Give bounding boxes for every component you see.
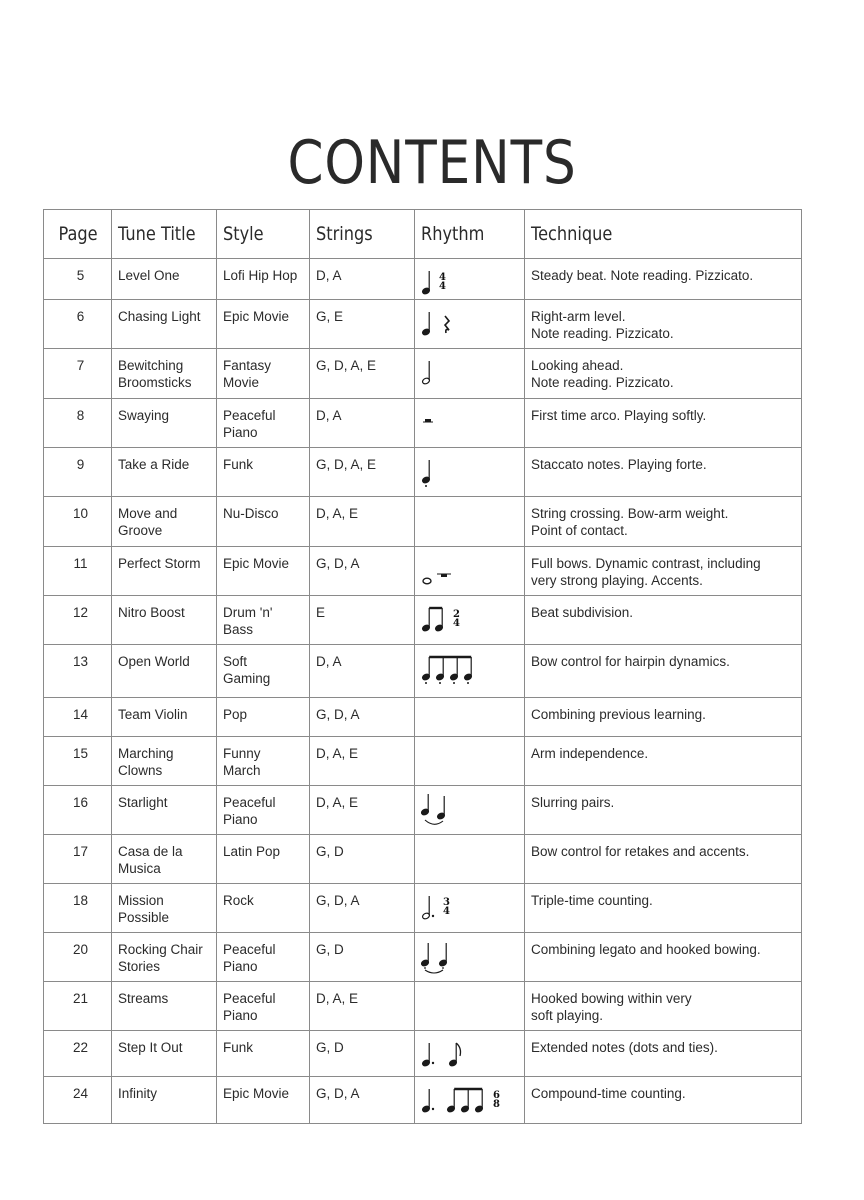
cell-strings xyxy=(310,645,415,698)
tune-strings: G, D xyxy=(316,942,344,957)
cell-style xyxy=(217,1031,310,1077)
contents-table xyxy=(43,209,802,1124)
rhythm-notation xyxy=(421,1031,524,1069)
rhythm-notation xyxy=(421,884,524,922)
cell-tune-title xyxy=(112,1031,217,1077)
dotted-crotchet-and-three-quavers-icon xyxy=(421,1085,489,1115)
tune-technique: Hooked bowing within very soft playing. xyxy=(531,991,692,1023)
tune-technique: Triple-time counting. xyxy=(531,893,653,908)
tune-technique: Combining previous learning. xyxy=(531,707,706,722)
tune-title: Casa de la Musica xyxy=(118,844,183,876)
semibreve-and-rest-icon xyxy=(421,555,461,589)
cell-rhythm xyxy=(415,1077,525,1124)
hooked-pair-icon xyxy=(421,941,453,977)
cell-technique xyxy=(525,835,802,884)
tune-title: Swaying xyxy=(118,408,170,423)
cell-rhythm xyxy=(415,300,525,349)
cell-style xyxy=(217,786,310,835)
table-row xyxy=(44,497,802,547)
cell-tune-title xyxy=(112,596,217,645)
cell-tune-title xyxy=(112,982,217,1031)
cell-technique xyxy=(525,259,802,300)
tune-strings: D, A xyxy=(316,654,342,669)
rhythm-notation xyxy=(421,933,524,971)
tune-style: Drum 'n' Bass xyxy=(223,605,273,637)
staccato-crotchet-icon xyxy=(421,456,435,490)
page-number: 21 xyxy=(72,991,89,1006)
tune-title: Nitro Boost xyxy=(118,605,185,620)
cell-page xyxy=(44,933,112,982)
page-number: 17 xyxy=(72,844,89,859)
rhythm-notation xyxy=(421,547,524,585)
cell-technique xyxy=(525,982,802,1031)
cell-strings xyxy=(310,596,415,645)
cell-strings xyxy=(310,349,415,399)
tune-style: Epic Movie xyxy=(223,556,290,571)
cell-page xyxy=(44,349,112,399)
table-row xyxy=(44,737,802,786)
cell-style xyxy=(217,737,310,786)
tune-technique: Slurring pairs. xyxy=(531,795,615,810)
table-row xyxy=(44,399,802,448)
header-tune-title: Tune Title xyxy=(112,210,217,259)
cell-tune-title xyxy=(112,645,217,698)
tune-title: Mission Possible xyxy=(118,893,170,925)
time-signature-top: 6 xyxy=(493,1090,500,1101)
page-number: 12 xyxy=(72,605,89,620)
header-strings: Strings xyxy=(310,210,415,259)
minim-note-icon xyxy=(421,357,435,387)
cell-strings xyxy=(310,1077,415,1124)
table-row xyxy=(44,933,802,982)
cell-technique xyxy=(525,547,802,596)
page-number: 18 xyxy=(72,893,89,908)
cell-style xyxy=(217,933,310,982)
cell-strings xyxy=(310,737,415,786)
tune-strings: G, E xyxy=(316,309,344,324)
rhythm-notation xyxy=(421,259,524,297)
cell-technique xyxy=(525,737,802,786)
quaver-pair-icon xyxy=(421,604,449,634)
tune-style: Fantasy Movie xyxy=(223,358,272,390)
rhythm-notation xyxy=(421,349,524,387)
cell-technique xyxy=(525,448,802,497)
cell-rhythm xyxy=(415,596,525,645)
cell-rhythm xyxy=(415,933,525,982)
tune-strings: D, A xyxy=(316,408,342,423)
tune-style: Funny March xyxy=(223,746,261,778)
page-number: 7 xyxy=(76,358,85,373)
tune-strings: D, A, E xyxy=(316,506,359,521)
rhythm-notation xyxy=(421,698,524,736)
cell-page xyxy=(44,786,112,835)
cell-strings xyxy=(310,1031,415,1077)
tune-title: Chasing Light xyxy=(118,309,201,324)
time-signature-top: 4 xyxy=(439,272,446,283)
cell-tune-title xyxy=(112,786,217,835)
tune-technique: Looking ahead. Note reading. Pizzicato. xyxy=(531,358,674,390)
tune-technique: Bow control for retakes and accents. xyxy=(531,844,750,859)
cell-strings xyxy=(310,547,415,596)
tune-style: Rock xyxy=(223,893,254,908)
time-signature-bottom: 8 xyxy=(493,1099,500,1110)
cell-tune-title xyxy=(112,737,217,786)
rhythm-notation xyxy=(421,835,524,873)
time-signature xyxy=(439,273,446,291)
tune-title: Take a Ride xyxy=(118,457,190,472)
tune-strings: D, A, E xyxy=(316,795,359,810)
tune-title: Bewitching Broomsticks xyxy=(118,358,192,390)
header-row xyxy=(44,210,802,259)
cell-tune-title xyxy=(112,547,217,596)
table-row xyxy=(44,645,802,698)
page-number: 13 xyxy=(72,654,89,669)
rhythm-notation xyxy=(421,645,524,683)
tune-title: Level One xyxy=(118,268,180,283)
cell-rhythm xyxy=(415,982,525,1031)
tune-technique: Beat subdivision. xyxy=(531,605,634,620)
cell-strings xyxy=(310,786,415,835)
time-signature-bottom: 4 xyxy=(439,281,446,292)
page-number: 22 xyxy=(72,1040,89,1055)
tune-technique: Full bows. Dynamic contrast, including very strong playing. Accents. xyxy=(531,556,761,588)
time-signature-bottom: 4 xyxy=(453,618,460,629)
tune-style: Peaceful Piano xyxy=(223,795,276,827)
table-row xyxy=(44,884,802,933)
cell-tune-title xyxy=(112,349,217,399)
cell-page xyxy=(44,982,112,1031)
tune-style: Soft Gaming xyxy=(223,654,271,686)
rhythm-notation xyxy=(421,786,524,824)
cell-rhythm xyxy=(415,884,525,933)
tune-strings: G, D, A xyxy=(316,707,360,722)
cell-style xyxy=(217,596,310,645)
cell-page xyxy=(44,698,112,737)
page-number: 16 xyxy=(72,795,89,810)
table-row xyxy=(44,1077,802,1124)
cell-page xyxy=(44,399,112,448)
time-signature-top: 3 xyxy=(443,897,450,908)
tune-title: Step It Out xyxy=(118,1040,183,1055)
tune-style: Funk xyxy=(223,457,254,472)
cell-technique xyxy=(525,596,802,645)
cell-rhythm xyxy=(415,786,525,835)
cell-style xyxy=(217,448,310,497)
tune-technique: Arm independence. xyxy=(531,746,649,761)
time-signature-top: 2 xyxy=(453,609,460,620)
table-row xyxy=(44,982,802,1031)
tune-technique: Combining legato and hooked bowing. xyxy=(531,942,761,957)
tune-title: Open World xyxy=(118,654,190,669)
tune-strings: G, D, A, E xyxy=(316,457,377,472)
tune-title: Infinity xyxy=(118,1086,158,1101)
rhythm-notation xyxy=(421,448,524,486)
cell-technique xyxy=(525,349,802,399)
cell-style xyxy=(217,645,310,698)
tune-strings: E xyxy=(316,605,326,620)
page-number: 14 xyxy=(72,707,89,722)
tune-title: Perfect Storm xyxy=(118,556,201,571)
cell-tune-title xyxy=(112,399,217,448)
time-signature xyxy=(443,898,450,916)
cell-strings xyxy=(310,698,415,737)
tune-strings: D, A xyxy=(316,268,342,283)
cell-technique xyxy=(525,884,802,933)
tune-style: Lofi Hip Hop xyxy=(223,268,298,283)
cell-style xyxy=(217,1077,310,1124)
header-rhythm: Rhythm xyxy=(415,210,525,259)
page-number: 5 xyxy=(76,268,85,283)
cell-page xyxy=(44,884,112,933)
table-row xyxy=(44,786,802,835)
cell-technique xyxy=(525,300,802,349)
tune-style: Epic Movie xyxy=(223,1086,290,1101)
cell-technique xyxy=(525,1077,802,1124)
tune-strings: G, D, A xyxy=(316,556,360,571)
table-row xyxy=(44,349,802,399)
cell-rhythm xyxy=(415,259,525,300)
crotchet-and-rest-icon xyxy=(421,308,455,338)
cell-page xyxy=(44,259,112,300)
cell-style xyxy=(217,698,310,737)
cell-technique xyxy=(525,1031,802,1077)
cell-style xyxy=(217,835,310,884)
rhythm-notation xyxy=(421,497,524,535)
dotted-crotchet-and-quaver-icon xyxy=(421,1039,467,1069)
table-row xyxy=(44,698,802,737)
cell-page xyxy=(44,737,112,786)
cell-style xyxy=(217,349,310,399)
tune-style: Nu-Disco xyxy=(223,506,279,521)
cell-tune-title xyxy=(112,259,217,300)
cell-strings xyxy=(310,300,415,349)
tune-title: Move and Groove xyxy=(118,506,178,538)
tune-strings: D, A, E xyxy=(316,991,359,1006)
tune-strings: G, D, A xyxy=(316,1086,360,1101)
cell-tune-title xyxy=(112,1077,217,1124)
cell-style xyxy=(217,399,310,448)
page-number: 20 xyxy=(72,942,89,957)
tune-technique: Bow control for hairpin dynamics. xyxy=(531,654,730,669)
rhythm-notation xyxy=(421,399,524,437)
cell-page xyxy=(44,497,112,547)
crotchet-note-icon xyxy=(421,267,435,297)
cell-rhythm xyxy=(415,399,525,448)
tune-technique: Extended notes (dots and ties). xyxy=(531,1040,718,1055)
cell-tune-title xyxy=(112,884,217,933)
cell-rhythm xyxy=(415,698,525,737)
tune-strings: G, D xyxy=(316,1040,344,1055)
page-number: 24 xyxy=(72,1086,89,1101)
tune-technique: Staccato notes. Playing forte. xyxy=(531,457,707,472)
cell-strings xyxy=(310,933,415,982)
cell-style xyxy=(217,884,310,933)
time-signature xyxy=(453,610,460,628)
tune-strings: D, A, E xyxy=(316,746,359,761)
table-row xyxy=(44,835,802,884)
dotted-minim-icon xyxy=(421,892,439,922)
page-number: 15 xyxy=(72,746,89,761)
tune-technique: Right-arm level. Note reading. Pizzicato. xyxy=(531,309,674,341)
slurred-pair-icon xyxy=(421,794,451,830)
tune-technique: String crossing. Bow-arm weight. Point of contact. xyxy=(531,506,729,538)
cell-technique xyxy=(525,497,802,547)
cell-rhythm xyxy=(415,497,525,547)
table-row xyxy=(44,547,802,596)
cell-technique xyxy=(525,698,802,737)
page-number: 10 xyxy=(72,506,89,521)
tune-style: Peaceful Piano xyxy=(223,942,276,974)
tune-technique: Compound-time counting. xyxy=(531,1086,686,1101)
cell-page xyxy=(44,547,112,596)
rhythm-notation xyxy=(421,1077,524,1115)
rhythm-notation xyxy=(421,982,524,1020)
cell-strings xyxy=(310,982,415,1031)
cell-page xyxy=(44,596,112,645)
time-signature xyxy=(493,1091,500,1109)
cell-strings xyxy=(310,259,415,300)
cell-rhythm xyxy=(415,448,525,497)
cell-technique xyxy=(525,645,802,698)
table-row xyxy=(44,259,802,300)
tune-style: Epic Movie xyxy=(223,309,290,324)
table-row xyxy=(44,1031,802,1077)
tune-title: Rocking Chair Stories xyxy=(118,942,203,974)
cell-strings xyxy=(310,399,415,448)
cell-tune-title xyxy=(112,448,217,497)
tune-style: Peaceful Piano xyxy=(223,991,276,1023)
cell-page xyxy=(44,448,112,497)
cell-page xyxy=(44,1031,112,1077)
cell-rhythm xyxy=(415,547,525,596)
cell-style xyxy=(217,300,310,349)
rhythm-notation xyxy=(421,596,524,634)
page-number: 6 xyxy=(76,309,85,324)
header-style: Style xyxy=(217,210,310,259)
rhythm-notation xyxy=(421,737,524,775)
cell-rhythm xyxy=(415,349,525,399)
cell-page xyxy=(44,300,112,349)
tune-technique: First time arco. Playing softly. xyxy=(531,408,707,423)
cell-technique xyxy=(525,933,802,982)
cell-rhythm xyxy=(415,645,525,698)
tune-title: Marching Clowns xyxy=(118,746,174,778)
table-row xyxy=(44,300,802,349)
cell-style xyxy=(217,259,310,300)
cell-style xyxy=(217,497,310,547)
tune-strings: G, D, A, E xyxy=(316,358,377,373)
tune-style: Peaceful Piano xyxy=(223,408,276,440)
cell-style xyxy=(217,547,310,596)
header-technique: Technique xyxy=(525,210,802,259)
tune-title: Team Violin xyxy=(118,707,188,722)
page-number: 9 xyxy=(76,457,85,472)
cell-rhythm xyxy=(415,737,525,786)
half-rest-icon xyxy=(421,407,437,437)
cell-page xyxy=(44,835,112,884)
cell-strings xyxy=(310,448,415,497)
time-signature-bottom: 4 xyxy=(443,906,450,917)
cell-rhythm xyxy=(415,835,525,884)
cell-technique xyxy=(525,786,802,835)
tune-style: Latin Pop xyxy=(223,844,281,859)
tune-style: Pop xyxy=(223,707,248,722)
cell-page xyxy=(44,645,112,698)
cell-tune-title xyxy=(112,933,217,982)
cell-strings xyxy=(310,497,415,547)
tune-strings: G, D, A xyxy=(316,893,360,908)
tune-title: Streams xyxy=(118,991,169,1006)
cell-page xyxy=(44,1077,112,1124)
table-row xyxy=(44,596,802,645)
cell-strings xyxy=(310,884,415,933)
cell-tune-title xyxy=(112,497,217,547)
cell-tune-title xyxy=(112,300,217,349)
cell-rhythm xyxy=(415,1031,525,1077)
cell-style xyxy=(217,982,310,1031)
tune-technique: Steady beat. Note reading. Pizzicato. xyxy=(531,268,754,283)
cell-tune-title xyxy=(112,835,217,884)
page-title: CONTENTS xyxy=(287,128,577,199)
table-row xyxy=(44,448,802,497)
tune-strings: G, D xyxy=(316,844,344,859)
header-page: Page xyxy=(44,210,112,259)
page-number: 11 xyxy=(73,556,88,571)
cell-tune-title xyxy=(112,698,217,737)
four-staccato-quavers-icon xyxy=(421,653,481,687)
tune-title: Starlight xyxy=(118,795,168,810)
cell-technique xyxy=(525,399,802,448)
rhythm-notation xyxy=(421,300,524,338)
tune-style: Funk xyxy=(223,1040,254,1055)
page-number: 8 xyxy=(76,408,85,423)
cell-strings xyxy=(310,835,415,884)
